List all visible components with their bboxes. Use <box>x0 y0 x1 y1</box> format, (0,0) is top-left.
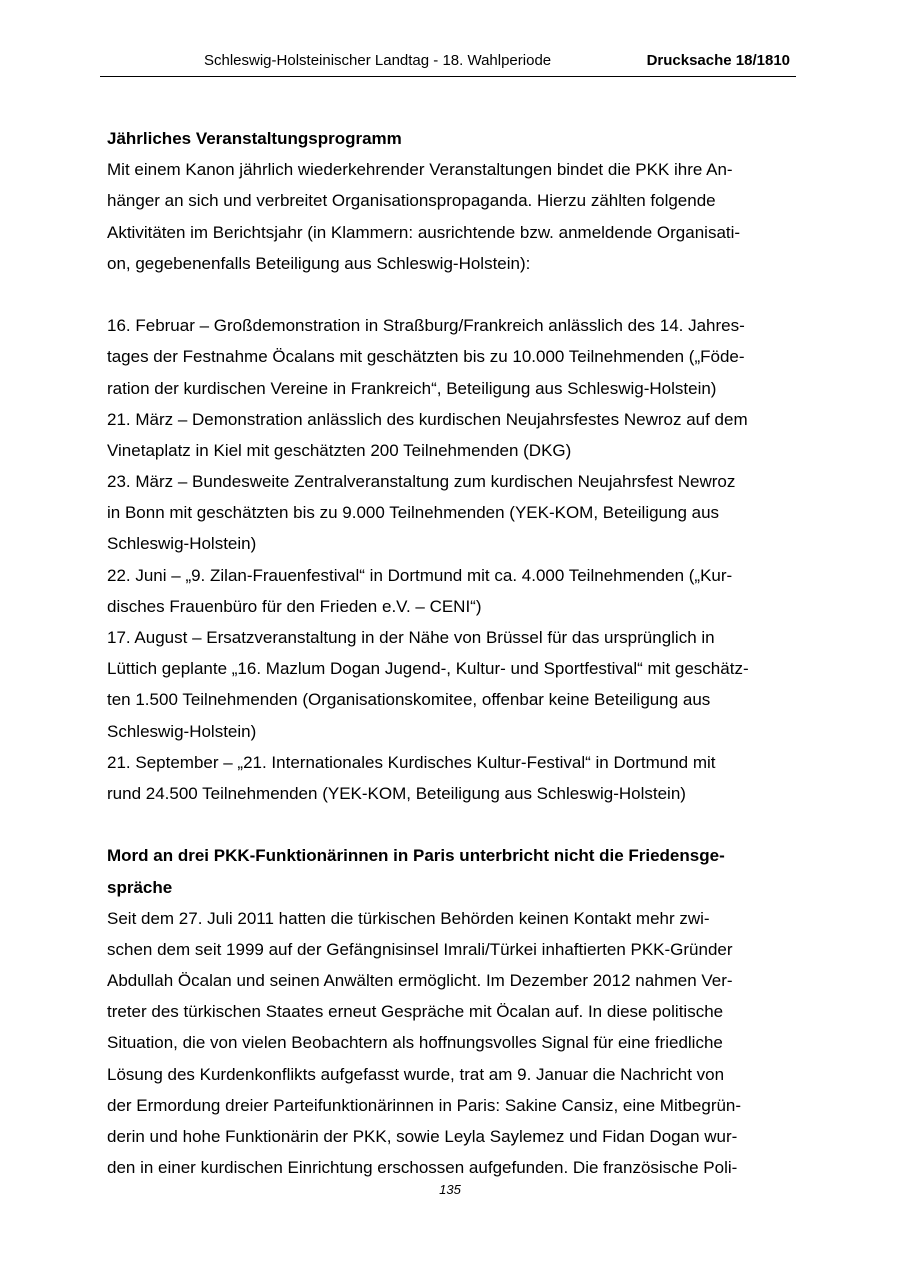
event-line: in Bonn mit geschätzten bis zu 9.000 Teilnehmenden (YEK-KOM, Beteiligung aus <box>107 503 720 523</box>
intro-paragraph <box>107 154 797 279</box>
header-rule <box>100 76 796 77</box>
text-line: Seit dem 27. Juli 2011 hatten die türkischen Behörden keinen Kontakt mehr zwi- <box>107 908 710 928</box>
event-line: Schleswig-Holstein) <box>107 721 257 741</box>
document-body <box>107 123 797 1183</box>
event-line: 22. Juni – „9. Zilan-Frauenfestival“ in Dortmund mit ca. 4.000 Teilnehmenden („Kur- <box>107 565 733 585</box>
blank-line <box>107 279 797 310</box>
text-line: Situation, die von vielen Beobachtern als hoffnungsvolles Signal für eine friedliche <box>107 1033 723 1053</box>
event-line: rund 24.500 Teilnehmenden (YEK-KOM, Beteiligung aus Schleswig-Holstein) <box>107 783 686 803</box>
text-line: derin und hohe Funktionärin der PKK, sowie Leyla Saylemez und Fidan Dogan wur- <box>107 1127 738 1146</box>
text-line: der Ermordung dreier Parteifunktionärinnen in Paris: Sakine Cansiz, eine Mitbegrün- <box>107 1095 742 1115</box>
event-line: disches Frauenbüro für den Frieden e.V. – CENI“) <box>107 596 482 616</box>
heading-line: spräche <box>107 877 173 897</box>
event-line: 16. Februar – Großdemonstration in Straßburg/Frankreich anlässlich des 14. Jahres- <box>107 316 745 336</box>
text-line: hänger an sich und verbreitet Organisationspropaganda. Hierzu zählten folgende <box>107 191 716 211</box>
text-line: schen dem seit 1999 auf der Gefängnisinsel Imrali/Türkei inhaftierten PKK-Gründer <box>107 939 733 959</box>
event-line: 21. September – „21. Internationales Kurdisches Kultur-Festival“ in Dortmund mit <box>107 752 716 772</box>
text-line: den in einer kurdischen Einrichtung erschossen aufgefunden. Die französische Poli- <box>107 1158 738 1178</box>
event-line: ration der kurdischen Vereine in Frankreich“, Beteiligung aus Schleswig-Holstein) <box>107 378 717 398</box>
event-line: tages der Festnahme Öcalans mit geschätzten bis zu 10.000 Teilnehmenden („Föde- <box>107 347 745 367</box>
section-heading: Jährliches Veranstaltungsprogramm <box>107 129 402 148</box>
text-line: on, gegebenenfalls Beteiligung aus Schleswig-Holstein): <box>107 253 531 273</box>
event-line: Lüttich geplante „16. Mazlum Dogan Jugend-, Kultur- und Sportfestival“ mit geschätz- <box>107 659 749 679</box>
event-line: Schleswig-Holstein) <box>107 534 257 554</box>
event-line: 21. März – Demonstration anlässlich des kurdischen Neujahrsfestes Newroz auf dem <box>107 409 748 429</box>
body-paragraph <box>107 903 797 1184</box>
text-line: Lösung des Kurdenkonflikts aufgefasst wurde, trat am 9. Januar die Nachricht von <box>107 1064 725 1084</box>
text-line: Aktivitäten im Berichtsjahr (in Klammern: ausrichtende bzw. anmeldende Organisati- <box>107 222 741 242</box>
blank-line <box>107 809 797 840</box>
event-line: 17. August – Ersatzveranstaltung in der Nähe von Brüssel für das ursprünglich in <box>107 628 715 647</box>
page-header <box>100 52 796 74</box>
header-drucksache: Drucksache 18/1810 <box>646 52 790 69</box>
event-list <box>107 310 797 809</box>
text-line: Mit einem Kanon jährlich wiederkehrender Veranstaltungen bindet die PKK ihre An- <box>107 160 733 180</box>
header-title: Schleswig-Holsteinischer Landtag - 18. Wahlperiode <box>204 52 552 69</box>
page-number: 135 <box>439 1182 461 1197</box>
event-line: Vinetaplatz in Kiel mit geschätzten 200 Teilnehmenden (DKG) <box>107 440 572 460</box>
text-line: Abdullah Öcalan und seinen Anwälten ermöglicht. Im Dezember 2012 nahmen Ver- <box>107 971 733 991</box>
section-heading <box>107 840 797 902</box>
text-line: treter des türkischen Staates erneut Gespräche mit Öcalan auf. In diese politische <box>107 1002 724 1022</box>
heading-line: Mord an drei PKK-Funktionärinnen in Paris unterbricht nicht die Friedensge- <box>107 846 725 866</box>
event-line: 23. März – Bundesweite Zentralveranstaltung zum kurdischen Neujahrsfest Newroz <box>107 472 736 492</box>
event-line: ten 1.500 Teilnehmenden (Organisationskomitee, offenbar keine Beteiligung aus <box>107 690 711 710</box>
